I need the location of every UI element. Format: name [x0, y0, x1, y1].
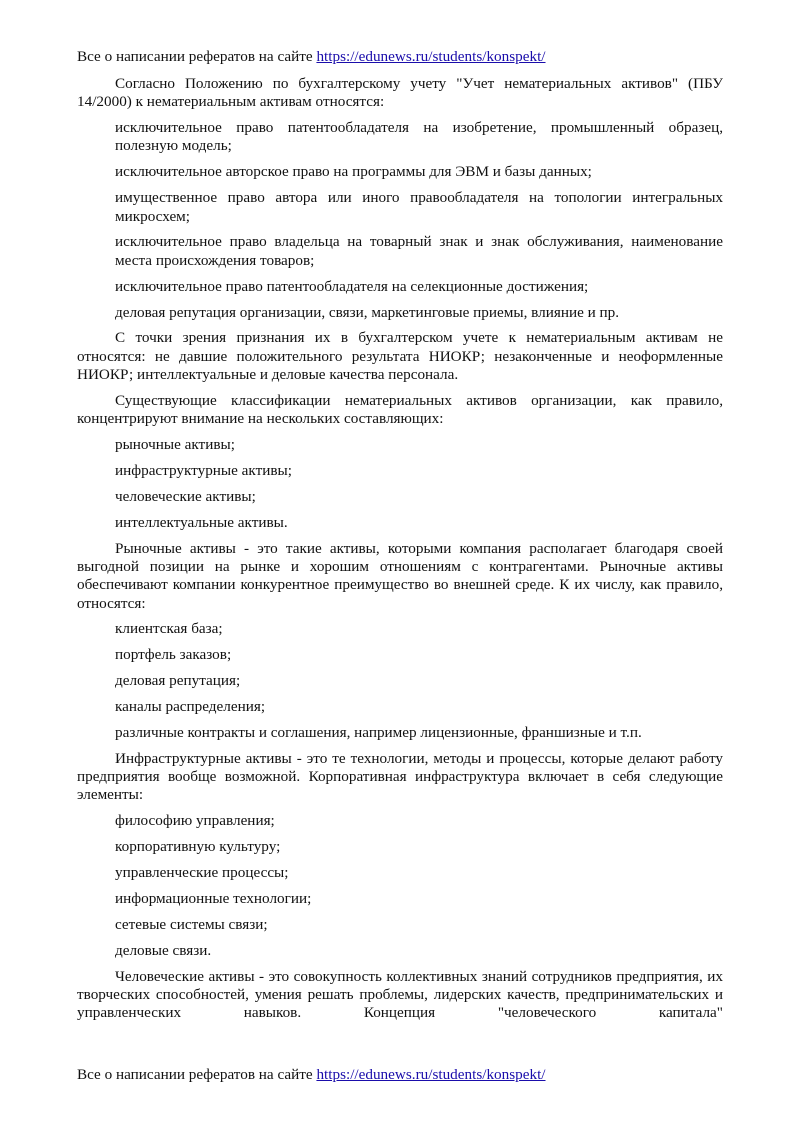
list-item: деловая репутация организации, связи, маркетинговые приемы, влияние и пр. — [115, 303, 620, 321]
list-item: исключительное право патентообладателя на селекционные достижения; — [115, 277, 589, 295]
list-item: деловая репутация; — [115, 672, 241, 690]
list-item: исключительное право владельца на товарный знак и знак обслуживания, наименование места происхождения товаров; — [115, 233, 723, 269]
list-item: имущественное право автора или иного правообладателя на топологии интегральных микросхем; — [115, 189, 723, 225]
paragraph: С точки зрения признания их в бухгалтерском учете к нематериальным активам не относятся: не давшие положительного результата НИОКР; незаконченные и неоформленные НИОКР; интеллектуальные и деловые качества персонала. — [77, 329, 723, 384]
list-item: информационные технологии; — [115, 890, 312, 908]
paragraph: Существующие классификации нематериальных активов организации, как правило, концентрируют внимание на нескольких составляющих: — [77, 391, 723, 428]
header-link[interactable]: https://edunews.ru/students/konspekt/ — [316, 48, 546, 65]
list-item: управленческие процессы; — [115, 864, 289, 882]
footer-text: Все о написании рефератов на сайте — [77, 1066, 317, 1083]
list-item: исключительное авторское право на программы для ЭВМ и базы данных; — [115, 163, 592, 181]
paragraph: Человеческие активы - это совокупность коллективных знаний сотрудников предприятия, их творческих способностей, умения решать проблемы, лидерских качеств, предпринимательских и управленческих навыков. Концепция "человеческого капитала" — [77, 967, 723, 1022]
document-body — [77, 75, 723, 1050]
list-item: философию управления; — [115, 812, 275, 830]
list-item: корпоративную культуру; — [115, 838, 281, 856]
list-item: портфель заказов; — [115, 646, 232, 664]
list-item: сетевые системы связи; — [115, 915, 268, 933]
list-item: рыночные активы; — [115, 436, 235, 454]
header-text: Все о написании рефератов на сайте — [77, 48, 317, 65]
list-item: интеллектуальные активы. — [115, 513, 288, 531]
paragraph: Инфраструктурные активы - это те технологии, методы и процессы, которые делают работу предприятия вообще возможной. Корпоративная инфраструктура включает в себя следующие элементы: — [77, 749, 723, 804]
paragraph: Рыночные активы - это такие активы, которыми компания располагает благодаря своей выгодной позиции на рынке и хорошим отношениям с контрагентами. Рыночные активы обеспечивают компании конкурентное преимущество во внешней среде. К их числу, как правило, относятся: — [77, 539, 723, 612]
list-item: различные контракты и соглашения, например лицензионные, франшизные и т.п. — [115, 724, 642, 741]
footer-link[interactable]: https://edunews.ru/students/konspekt/ — [316, 1066, 546, 1083]
list-item: клиентская база; — [115, 620, 223, 638]
page-footer — [77, 1065, 723, 1084]
list-item: деловые связи. — [115, 941, 212, 959]
list-item: человеческие активы; — [115, 487, 256, 505]
list-item: каналы распределения; — [115, 698, 266, 716]
list-item: инфраструктурные активы; — [115, 461, 292, 479]
list-item: исключительное право патентообладателя на изобретение, промышленный образец, полезную модель; — [115, 119, 723, 155]
page-header — [77, 47, 723, 66]
paragraph: Согласно Положению по бухгалтерскому учету "Учет нематериальных активов" (ПБУ 14/2000) к нематериальным активам относятся: — [77, 75, 723, 111]
